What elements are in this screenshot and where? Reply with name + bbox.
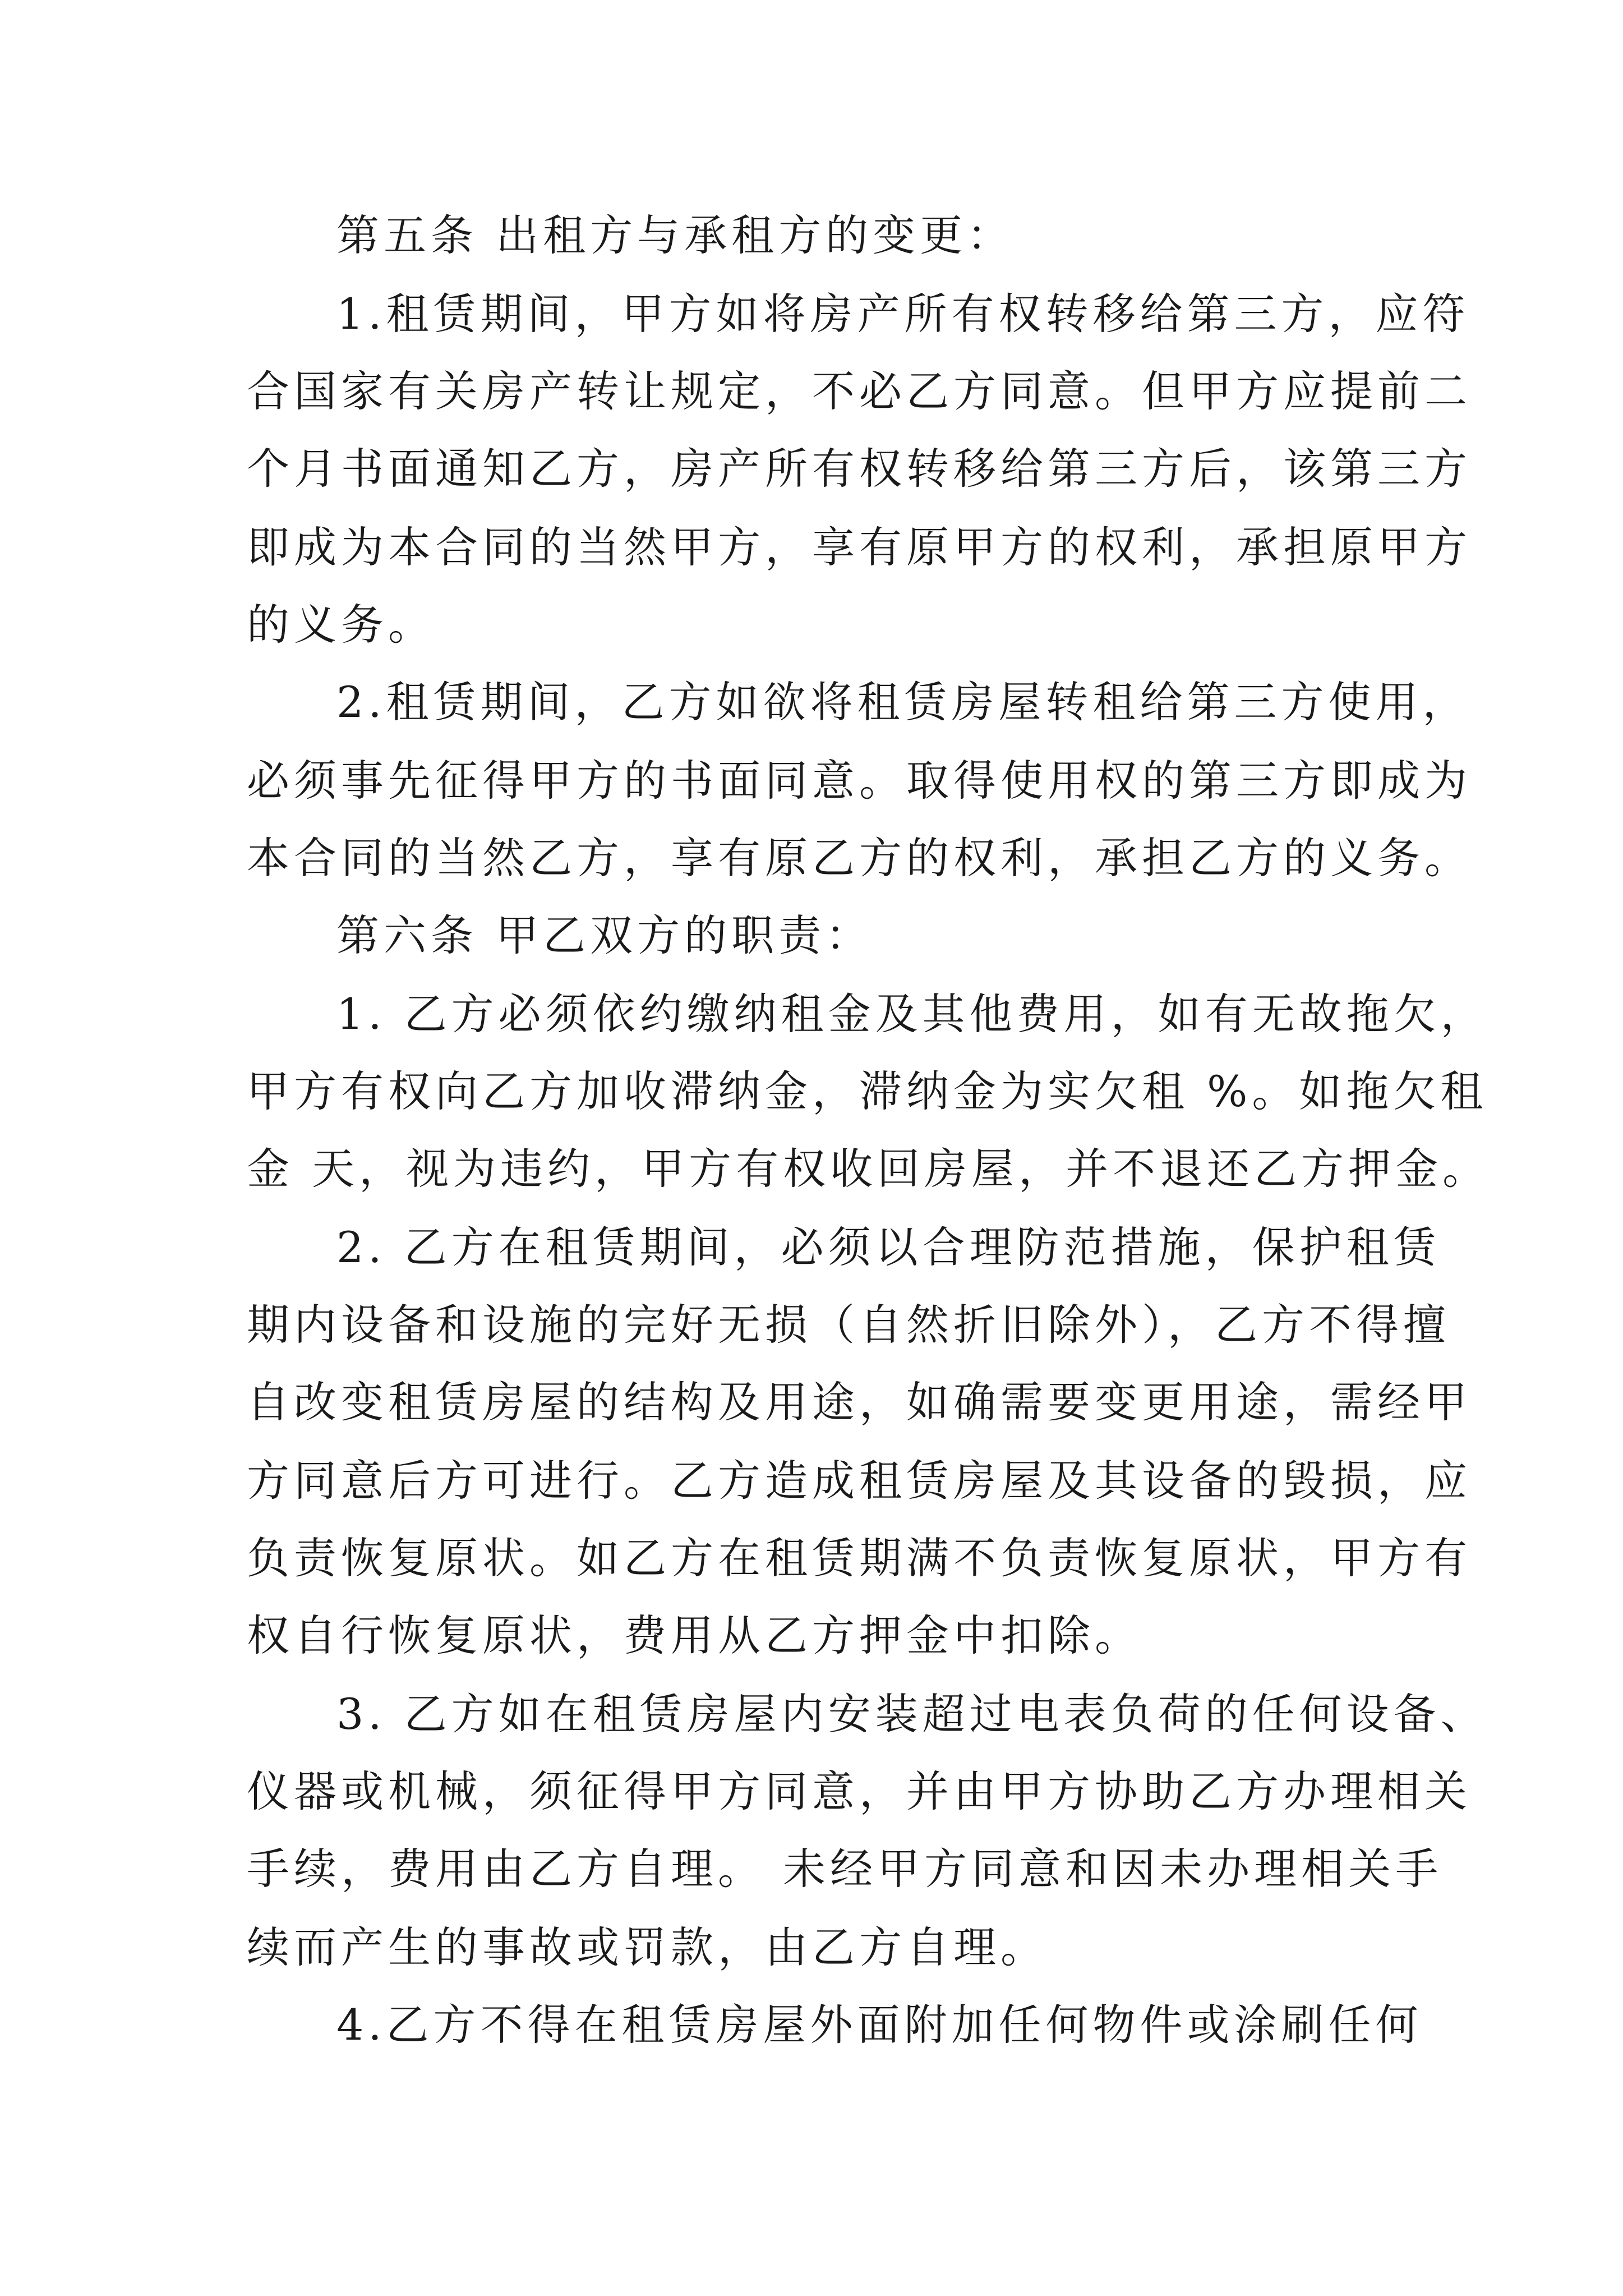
text-line: 本合同的当然乙方，享有原乙方的权利，承担乙方的义务。 bbox=[247, 833, 1472, 883]
text-line: 合国家有关房产转让规定，不必乙方同意。但甲方应提前二 bbox=[247, 366, 1472, 416]
text-line: 甲方有权向乙方加收滞纳金，滞纳金为实欠租 %。如拖欠租 bbox=[247, 1066, 1488, 1116]
text-line: 即成为本合同的当然甲方，享有原甲方的权利，承担原甲方 bbox=[247, 522, 1472, 572]
text-line: 仪器或机械，须征得甲方同意，并由甲方协助乙方办理相关 bbox=[247, 1766, 1472, 1816]
text-line: 的义务。 bbox=[247, 600, 435, 650]
text-line: 2.租赁期间，乙方如欲将租赁房屋转租给第三方使用， bbox=[336, 677, 1470, 727]
text-line: 自改变租赁房屋的结构及用途，如确需要变更用途，需经甲 bbox=[247, 1377, 1472, 1427]
text-line: 手续，费用由乙方自理。 未经甲方同意和因未办理相关手 bbox=[247, 1844, 1443, 1894]
text-line: 方同意后方可进行。乙方造成租赁房屋及其设备的毁损，应 bbox=[247, 1456, 1472, 1506]
text-line: 负责恢复原状。如乙方在租赁期满不负责恢复原状，甲方有 bbox=[247, 1533, 1472, 1583]
article-5-heading: 第五条 出租方与承租方的变更： bbox=[336, 210, 1015, 260]
text-line: 3. 乙方如在租赁房屋内安装超过电表负荷的任何设备、 bbox=[336, 1689, 1488, 1739]
text-line: 权自行恢复原状，费用从乙方押金中扣除。 bbox=[247, 1611, 1142, 1660]
text-line: 金 天，视为违约，甲方有权收回房屋，并不退还乙方押金。 bbox=[247, 1144, 1490, 1194]
text-line: 4.乙方不得在租赁房屋外面附加任何物件或涂刷任何 bbox=[336, 2000, 1423, 2050]
text-line: 个月书面通知乙方，房产所有权转移给第三方后，该第三方 bbox=[247, 444, 1472, 494]
text-line: 期内设备和设施的完好无损（自然折旧除外），乙方不得擅 bbox=[247, 1300, 1450, 1350]
text-line: 2. 乙方在租赁期间，必须以合理防范措施，保护租赁 bbox=[336, 1222, 1441, 1272]
article-6-heading: 第六条 甲乙双方的职责： bbox=[336, 910, 873, 960]
text-line: 续而产生的事故或罚款，由乙方自理。 bbox=[247, 1922, 1048, 1972]
text-line: 1. 乙方必须依约缴纳租金及其他费用，如有无故拖欠， bbox=[336, 989, 1488, 1039]
text-line: 1.租赁期间，甲方如将房产所有权转移给第三方，应符 bbox=[336, 289, 1470, 339]
text-line: 必须事先征得甲方的书面同意。取得使用权的第三方即成为 bbox=[247, 756, 1472, 806]
